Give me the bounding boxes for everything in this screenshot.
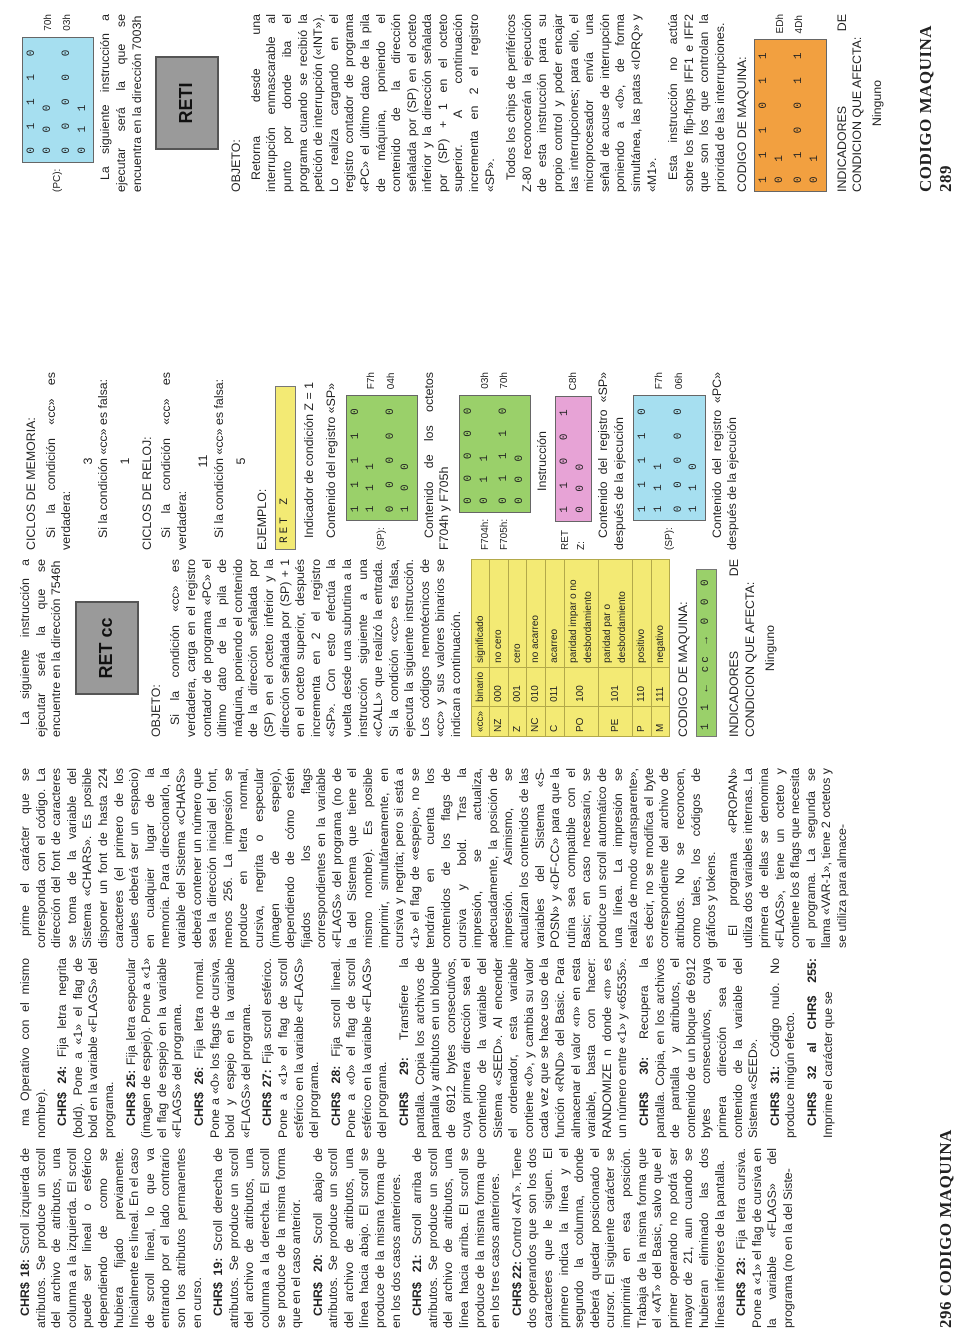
- reti-codigo-hex-2: 4Dh: [794, 15, 806, 34]
- mem-false-value: 1: [117, 457, 132, 465]
- pc-label: (PC):: [52, 168, 64, 192]
- sp-after-text: Contenido del registro «SP» después de la ejecución: [596, 372, 626, 550]
- ret-cc-objeto-title: OBJETO:: [148, 684, 163, 737]
- cc-table-cell: NC: [527, 706, 546, 736]
- paragraph: [805, 958, 836, 1138]
- clock-false-text: Si la condición «cc» es falsa:: [211, 378, 226, 538]
- paragraph-text: Scroll izquierda de atributos. Se produce un scroll del archivo de atributos, una columna a la izquierda. El scroll puede ser lineal o esférico dependiendo de como se hubiera fijado previamente. Inicialmente es lineal. En el caso de scroll lineal, lo que va entrando por el lado contrario son los atributos permanentes en curso.: [18, 1147, 204, 1328]
- reti-objeto-p2: Todos los chips de periféricos Z-80 reconocerán la ejecución de esta instrucción para su propio control y poder encajar las interrupciones; para ello, el microprocesador envía una señal de acuse de interrupción poniendo a «0», de forma simultánea, las patas «IORQ» y «M1».: [504, 14, 659, 192]
- reti-instruction-box: RETI: [155, 56, 219, 150]
- clock-false-value: 5: [233, 457, 248, 465]
- cc-table-cell: paridad impar o no desbordamiento: [564, 560, 598, 668]
- ret-cc-codigo-title: CODIGO DE MAQUINA:: [676, 601, 691, 737]
- cc-table-cell: Z: [508, 706, 527, 736]
- clock-true-value: 11: [196, 454, 211, 468]
- cc-table-cell: 111: [651, 667, 670, 706]
- paragraph-text: Imprime el carácter que se: [820, 991, 835, 1138]
- paragraph: [329, 958, 391, 1138]
- ret-cc-flags-value: Ninguno: [762, 624, 777, 672]
- cc-table-cell: 010: [527, 667, 546, 706]
- ret-cc-objeto-text: Si la condición «cc» es verdadera, carga en el registro contador de programa «PC» el último dato de la pila de máquina, poniendo el contenido de la dirección señalada por (SP) en el octeto inferior y la dirección señalada por (SP) + 1 en el octeto superior, después incrementa en 2 el registro «SP». Con esto efectúa la vuelta desde una subrutina a la instrucción siguiente a una «CALL» que realizó la entrada. Si la condición «cc» es falsa, ejecuta la siguiente instrucción. Los códigos nemotécnicos de «cc» y sus valores binarios se indican a continuación.: [168, 559, 464, 737]
- pc-register: [22, 14, 94, 192]
- paragraph: [726, 768, 851, 948]
- cc-table-cell: PE: [598, 706, 632, 736]
- cc-table-cell: M: [651, 706, 670, 736]
- cc-table-cell: 000: [490, 667, 509, 706]
- paragraph-text: Scroll abajo de atributos. Se produce un scroll del archivo de atributos, una línea hacia abajo. El scroll se produce de la misma forma que en los dos casos anteriores.: [310, 1148, 403, 1328]
- example-title: EJEMPLO:: [255, 488, 270, 550]
- paragraph: [260, 958, 322, 1138]
- cc-table-row: [546, 560, 565, 737]
- cc-table-header: «cc»: [471, 706, 490, 736]
- sp-row-low: 0 0 0 0 0 1 0 0: [384, 404, 413, 513]
- octet-addr-2: F705h:: [499, 518, 511, 550]
- chr-code-label: CHR$ 21:: [410, 1254, 425, 1316]
- ret-cc-example-column: [18, 372, 747, 550]
- paragraph: [192, 958, 254, 1138]
- cc-table-row: [508, 560, 527, 737]
- sp-after-register: [633, 372, 705, 550]
- paragraph-text: Fija scroll esférico. Pone a «1» el flag de scroll esférico en la variable «FLAGS» del programa.: [260, 958, 322, 1138]
- reti-codigo-hex-1: EDh: [774, 14, 786, 34]
- ret-cc-intro: La siguiente instrucción a ejecutar será la que se encuentre en la dirección 7546h: [18, 559, 64, 737]
- condition-indicator-text: Indicador de condición Z = 1: [302, 381, 317, 538]
- reti-column: [18, 14, 885, 192]
- paragraph: [211, 1148, 305, 1328]
- right-page-footer: CODIGO MAQUINA 289: [916, 25, 955, 192]
- chr-code-label: CHR$ 22:: [509, 1260, 524, 1316]
- left-column-1: [18, 1148, 803, 1328]
- paragraph-text: Fija letra normal. Pone a «0» los flags de cursiva, bold y espejo en la variable «FLAGS» del programa.: [191, 958, 253, 1138]
- paragraph-text: Fija letra cursiva. Pone a «1» el flag de cursiva en la variable «FLAGS» del programa (no en la del Siste-: [734, 1148, 795, 1328]
- chr-code-label: CHR$ 23:: [734, 1256, 749, 1316]
- cc-table-cell: positivo: [633, 560, 652, 668]
- reti-objeto-title: OBJETO:: [229, 139, 244, 192]
- chr-code-label: CHR$ 25:: [123, 1069, 138, 1126]
- pc-row-low: 0 0 0 0 0 0 1 1: [61, 45, 89, 154]
- cc-table-cell: no acarreo: [527, 560, 546, 668]
- clock-cycles-title: CICLOS DE RELOJ:: [139, 436, 154, 550]
- paragraph: [637, 958, 762, 1138]
- paragraph-text: Transfiere la pantalla. Copia los archivos de pantalla y atributos en un bloque de 6912 bytes consecutivos, cuya primera dirección sea el contenido de la variable del Sistema «SEED». Al encender el ordenador, esta variable contiene «0», y cambia su valor cada vez que se hace uso de la función «RND» del Basic. Para almacenar el valor «n» en esta variable, basta con hacer: RANDOMIZE n donde «n» es un número entre «1» y «65535».: [397, 957, 630, 1138]
- reti-flags-title: INDICADORES DE CONDICION QUE AFECTA:: [834, 14, 865, 192]
- paragraph: [510, 1148, 728, 1328]
- cc-table-cell: 001: [508, 667, 527, 706]
- paragraph-text: ma Operativo con el mismo nombre).: [18, 958, 48, 1138]
- paragraph-text: Scroll derecha de atributos. Se produce un scroll del archivo de atributos, una columna a la derecha. El scroll se produce de la misma forma que en el caso anterior.: [211, 1147, 304, 1328]
- cc-table-row: [598, 560, 632, 737]
- paragraph-text: El programa «PROPAN» utiliza dos variables internas. La primera de ellas se denomina «FLAGS», tiene un octeto y contiene los 8 flags que necesita el programa. La segunda se llama «VAR-1», tiene 2 octetos y se utiliza para almace-: [725, 768, 849, 948]
- paragraph: [397, 958, 631, 1138]
- chr-code-label: CHR$ 18:: [18, 1259, 32, 1316]
- left-page-footer: 296 CODIGO MAQUINA: [936, 1129, 955, 1328]
- mem-false-text: Si la condición «cc» es falsa:: [96, 378, 111, 538]
- cc-table-row: [633, 560, 652, 737]
- cc-table-header: significado: [471, 560, 490, 668]
- octets-register: [459, 372, 531, 550]
- reti-codigo: [754, 14, 826, 192]
- ret-cc-codigo-bits: 1 1 ← cc → 0 0 0: [696, 569, 718, 737]
- cc-table-cell: NZ: [490, 706, 509, 736]
- chr-code-label: CHR$ 19:: [211, 1257, 226, 1316]
- octet-hex-2: 70h: [499, 372, 511, 389]
- chr-code-label: CHR$ 29:: [397, 1057, 412, 1126]
- mem-true-text: Si la condición «cc» es verdadera:: [43, 372, 74, 550]
- chr-code-label: CHR$ 28:: [328, 1065, 343, 1126]
- paragraph-text: Fija scroll lineal. Pone a «0» el flag de scroll esférico en la variable «FLAGS» del programa.: [328, 958, 390, 1138]
- cc-table-cell: acarreo: [546, 560, 565, 668]
- ret-z-label: RET Z:: [560, 530, 587, 550]
- reti-codigo-title: CODIGO DE MAQUINA:: [734, 56, 749, 192]
- sp-after-row-high: 1 1 1 1 0 1 1 1: [637, 404, 665, 513]
- instruction-label: Instrucción: [535, 431, 550, 491]
- cc-table-row: [490, 560, 509, 737]
- cc-table-cell: 100: [564, 667, 598, 706]
- chr-code-label: CHR$ 32 al CHR$ 255:: [804, 958, 819, 1126]
- cc-table-cell: 011: [546, 667, 565, 706]
- pc-hex-low: 03h: [62, 14, 74, 31]
- paragraph-text: Scroll arriba de atributos. Se produce un scroll del archivo de atributos, una línea hacia arriba. El scroll se produce de la misma forma que en los tres casos anteriores.: [410, 1148, 503, 1328]
- paragraph: [124, 958, 186, 1138]
- octet-addr-1: F704h:: [479, 518, 491, 550]
- pc-hex-high: 70h: [42, 14, 54, 31]
- paragraph: [18, 958, 49, 1138]
- left-column-3: [18, 768, 856, 948]
- chr-code-label: CHR$ 20:: [310, 1254, 325, 1316]
- mem-true-value: 3: [80, 457, 95, 465]
- cc-codes-table: [471, 559, 671, 737]
- sp-after-hex-low: 06h: [673, 372, 685, 390]
- paragraph-text: prime el carácter que se corresponda con el código. La dirección del font de caracteres se toma de la variable del Sistema «CHARS». Es posible disponer un font de hasta 224 caracteres (el primero de los cuales deberá ser un espacio) en cualquier lugar de la memoria. Para direccionarlo, la variable del Sistema «CHARS» deberá contener un número que sea la dirección inicial del font, menos 256. La impresión se produce en letra normal, cursiva, negrita o especular (imagen de espejo), dependiendo de cómo estén fijados los flags correspondientes en la variable «FLAGS» del programa (no de la del Sistema que tiene el mismo nombre). Es posible imprimir, simultáneamente, en cursiva y negrita; pero si está a «1» el flag de «espejo», no se tendrán en cuenta los contenidos de los flags de cursiva y bold. Tras la impresión, se actualiza, adecuadamente, la posición de impresión. Asimismo, se actualizan los contenidos de las variables del Sistema «S-POSN» y «DF-CC» para que la rutina sea compatible con el Basic; en caso necesario, se produce un scroll automático de una línea. La impresión se realiza de modo «transparente», es decir, no se modifica el byte correspondiente del archivo de atributos. No se reconocen, como tales, los códigos de gráficos y tokens.: [18, 768, 719, 948]
- mem-cycles-title: CICLOS DE MEMORIA:: [24, 417, 38, 550]
- clock-true-text: Si la condición «cc» es verdadera:: [159, 372, 189, 550]
- ret-z-instruction: [555, 372, 592, 550]
- paragraph: [18, 768, 720, 948]
- reti-objeto-p3: Esta instrucción no actúa sobre los flip-flops IFF1 e IFF2 que son los que controlan la prioridad de las interrupciones.: [666, 14, 727, 192]
- cc-table-cell: C: [546, 706, 565, 736]
- sp-content-text: Contenido del registro «SP»: [323, 383, 338, 538]
- reti-codigo-row-1: 1 1 1 0 1 1 0 1: [758, 48, 786, 183]
- pc-row-high: 0 1 1 1 0 0 0 0: [26, 45, 54, 154]
- paragraph-text: Control «AT». Tiene dos operandos que son los dos caracteres que le siguen. El primero indica la línea y el segundo la columna, donde deberá quedar posicionado el cursor. El siguiente carácter se imprimirá en esa posición. Trabaja de la misma forma que el «AT» del Basic, salvo que el primer operando no podrá ser mayor de 21, aun cuando se hubieran eliminado las dos líneas inferiores de la pantalla.: [509, 1148, 727, 1328]
- cc-table-cell: cero: [508, 560, 527, 668]
- ret-cc-flags-title: INDICADORES DE CONDICION QUE AFECTA:: [727, 559, 757, 737]
- reti-flags-value: Ninguno: [869, 79, 884, 127]
- sp-row-high: 1 1 1 1 0 1 1 1: [349, 404, 378, 513]
- cc-table-row: [564, 560, 598, 737]
- paragraph: [18, 1148, 205, 1328]
- paragraph: [410, 1148, 504, 1328]
- octet-row-1: 0 0 0 0 0 0 1 1: [463, 403, 491, 504]
- cc-table-row: [651, 560, 670, 737]
- paragraph-text: Código nulo. No produce ningún efecto.: [767, 958, 798, 1138]
- paragraph: [768, 958, 799, 1138]
- paragraph-text: Recupera la pantalla. Copia, en los archivos de pantalla y atributos, el contenido de un bloque de 6912 bytes consecutivos, cuya primera dirección sea el contenido de la variable del Sistema «SEED».: [636, 958, 761, 1138]
- cc-table-header: binario: [471, 667, 490, 706]
- sp-hex-low: 04h: [385, 372, 397, 390]
- sp-after-hex-high: F7h: [654, 372, 665, 390]
- ret-cc-column: [18, 559, 778, 737]
- left-column-2: [18, 958, 842, 1138]
- reti-codigo-row-2: 0 1 0 0 1 1 0 1: [793, 48, 821, 183]
- octet-row-2: 0 1 1 1 0 0 0 0: [498, 403, 526, 504]
- paragraph-text: Fija letra especular (imagen de espejo). Pone a «1» el flag de espejo en la variable «FLAGS» del programa.: [123, 957, 185, 1138]
- reti-intro: La siguiente instrucción a ejecutar será la que se encuentra en la dirección 7003h: [98, 14, 144, 192]
- chr-code-label: CHR$ 24:: [55, 1065, 70, 1126]
- sp-after-row-low: 0 0 0 0 0 1 1 0: [672, 404, 701, 513]
- octet-hex-1: 03h: [479, 372, 491, 389]
- ret-z-bits: 1 1 0 0 1 0 0 0: [559, 405, 587, 513]
- sp-after-label: (SP):: [663, 527, 675, 550]
- octets-content-text: Contenido de los octetos F704h y F705h: [421, 372, 452, 550]
- paragraph-text: Fija letra negrita (bold). Pone a «1» el flag de bold en la variable «FLAGS» del programa.: [55, 958, 116, 1138]
- sp-hex-high: F7h: [366, 372, 378, 390]
- cc-table-cell: 110: [633, 667, 652, 706]
- chr-code-label: CHR$ 31:: [767, 1065, 782, 1126]
- chr-code-label: CHR$ 30:: [636, 1056, 651, 1126]
- cc-table-row: [527, 560, 546, 737]
- paragraph: [55, 958, 117, 1138]
- cc-table-cell: no cero: [490, 560, 509, 668]
- cc-table-cell: P: [633, 706, 652, 736]
- ret-z-hex: C8h: [567, 372, 579, 391]
- chr-code-label: CHR$ 27:: [260, 1069, 275, 1126]
- example-instruction: RET Z: [275, 386, 297, 550]
- sp-register: [346, 372, 418, 550]
- paragraph: [734, 1148, 796, 1328]
- pc-after-text: Contenido del registro «PC» después de la ejecución: [709, 372, 740, 550]
- sp-label: (SP):: [375, 527, 387, 550]
- chr-code-label: CHR$ 26:: [191, 1066, 206, 1126]
- reti-objeto-p1: Retorna desde una interrupción enmascarable al punto por donde iba el programa cuando se recibió la petición de interrupción («INT»). Lo realiza cargando en el registro contador de programa «PC» el último dato de la pila de máquina, poniendo el contenido de la dirección señalada por (SP) en el octeto inferior y la dirección señalada por (SP) + 1 en el octeto superior. A continuación incrementa en 2 el registro «SP».: [248, 14, 497, 192]
- cc-table-cell: negativo: [651, 560, 670, 668]
- cc-table-cell: paridad par o desbordamiento: [598, 560, 632, 668]
- paragraph: [311, 1148, 405, 1328]
- cc-table-cell: 101: [598, 667, 632, 706]
- ret-cc-instruction-box: RET cc: [75, 601, 139, 695]
- cc-table-cell: PO: [564, 706, 598, 736]
